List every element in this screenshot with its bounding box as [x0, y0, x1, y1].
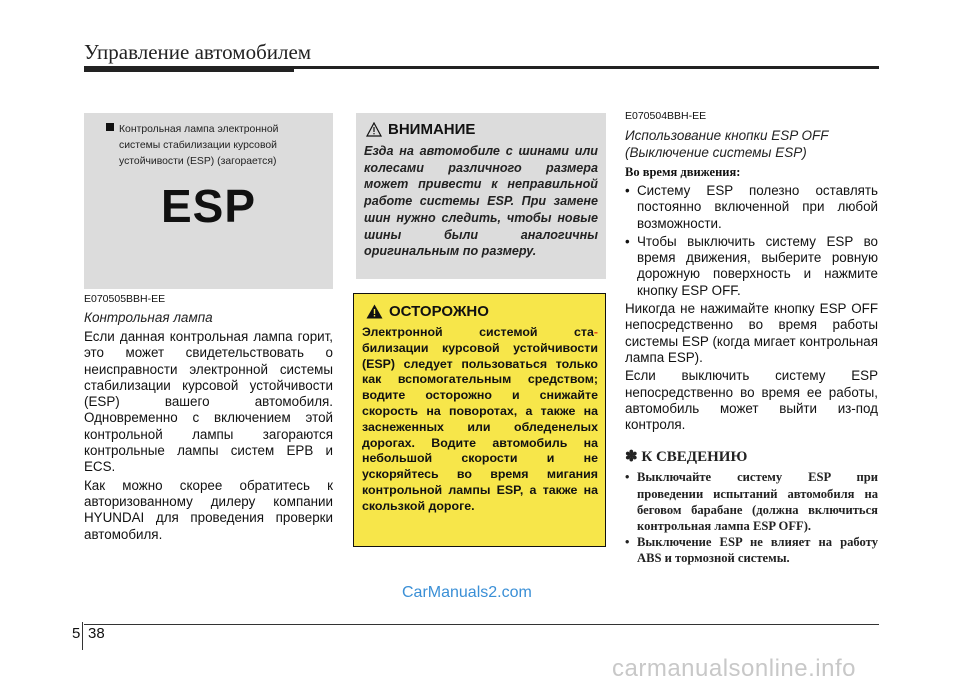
list-item: • Выключайте систему ESP при проведении испытаний автомобиля на беговом барабане (должна включиться контрольная лампа ESP OFF).: [625, 469, 878, 534]
paragraph: Если данная контрольная лампа горит, это может свидетельствовать о неисправности электронной системы стабилизации курсовой устойчивости (ESP) вашего автомобиля. Одновременно с включением этой контрольной лампы загораются контрольные лампы систем EPB и ECS.: [84, 329, 333, 475]
esp-figure-caption: [106, 122, 326, 170]
warning-triangle-icon: [366, 122, 382, 137]
esp-warning-light-symbol: ESP: [160, 180, 257, 232]
caption-line: Контрольная лампа электронной: [119, 124, 279, 135]
warning-triangle-icon: [366, 304, 383, 319]
footer-divider: [82, 622, 83, 650]
chapter-number: 5: [72, 625, 81, 642]
paragraph: Как можно скорее обратитесь к авторизованному дилеру компании HYUNDAI для проведения проверки автомобиля.: [84, 477, 333, 542]
section-code: E070504BBH-EE: [625, 110, 707, 122]
paragraph: Если выключить систему ESP непосредственно во время ее работы, автомобиль может выйти из-под контроля.: [625, 368, 878, 433]
section-subtitle: Контрольная лампа: [84, 310, 213, 325]
list-item: • Систему ESP полезно оставлять постоянно включенной при любой возможности.: [625, 183, 878, 232]
caution-hyphen: -: [593, 325, 598, 339]
caption-line: системы стабилизации курсовой: [119, 140, 277, 151]
bullet-list: [625, 183, 878, 299]
caution-text-part: Электронной системой ста: [362, 325, 594, 339]
caution-heading-text: ОСТОРОЖНО: [389, 303, 489, 320]
right-column: [625, 110, 878, 567]
attention-heading: [366, 121, 475, 138]
site-watermark: carmanualsonline.info: [612, 655, 856, 682]
page-number: 38: [88, 625, 105, 642]
paragraph: Никогда не нажимайте кнопку ESP OFF непосредственно во время работы системы ESP (когда мигает контрольная лампа ESP).: [625, 301, 878, 365]
footer-rule: [84, 624, 879, 625]
caution-heading: [366, 303, 489, 320]
list-item: • Чтобы выключить систему ESP во время движения, выберите ровную дорожную поверхность и нажмите кнопку ESP OFF.: [625, 234, 878, 299]
section-code: E070505BBH-EE: [84, 293, 166, 305]
square-bullet-icon: [106, 123, 114, 131]
esp-indicator-figure: [84, 113, 333, 289]
header-rule-accent: [84, 66, 294, 72]
watermark-link[interactable]: CarManuals2.com: [402, 584, 532, 601]
caution-text: [362, 325, 598, 515]
page-header-title: Управление автомобилем: [84, 40, 312, 64]
body-text: [625, 183, 878, 433]
caption-line: устойчивости (ESP) (загорается): [119, 156, 277, 167]
attention-heading-text: ВНИМАНИЕ: [388, 121, 476, 138]
body-text: [84, 329, 333, 543]
list-item: • Выключение ESP не влияет на работу ABS и тормозной системы.: [625, 534, 878, 566]
note-list: [625, 469, 878, 566]
attention-text: Езда на автомобиле с шинами или колесами различного размера может привести к неправильной работе системы ESP. При замене шин нужно следить, чтобы новые шины были аналогичны оригинальным по размеру.: [364, 144, 598, 259]
caution-text-part: билизации курсовой устойчивости (ESP) следует пользоваться только как вспомогательным средством; водите осторожно и снижайте скорость на поворотах, а также на заснеженных или обледенелых дорогах. Водите автомобиль на небольшой скорости и не ускоряйтесь во время мигания контрольной лампы ESP, а также на скользкой дороге.: [362, 340, 598, 513]
subsection-title: Во время движения:: [625, 165, 741, 179]
left-column: [84, 293, 333, 543]
caution-box: [353, 293, 606, 547]
note-title: ✽ К СВЕДЕНИЮ: [625, 449, 748, 466]
section-subtitle: Использование кнопки ESP OFF (Выключение системы ESP): [625, 128, 829, 160]
attention-box: [356, 113, 606, 279]
